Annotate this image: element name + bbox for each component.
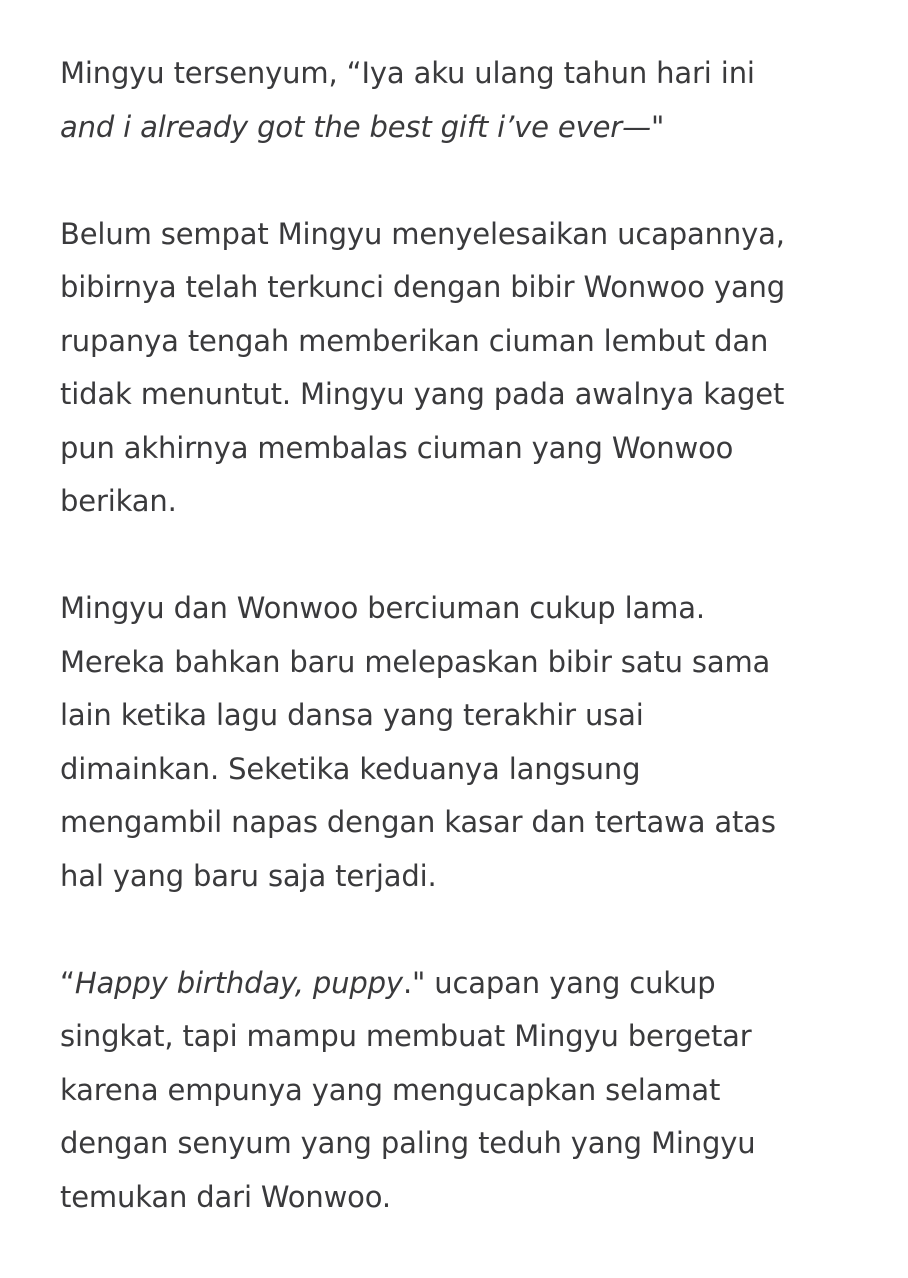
text-line: [60, 368, 900, 422]
text-segment: rupanya tengah memberikan ciuman lembut dan: [60, 323, 769, 358]
text-segment: mengambil napas dengan kasar dan tertawa atas: [60, 805, 776, 839]
text-line: [60, 101, 900, 155]
paragraph: [60, 582, 900, 903]
text-segment: Belum sempat Mingyu menyelesaikan ucapannya,: [60, 216, 785, 251]
paragraph: [60, 957, 900, 1225]
text-segment: pun akhirnya membalas ciuman yang Wonwoo: [60, 430, 734, 465]
text-segment: lain ketika lagu dansa yang terakhir usai: [60, 698, 644, 732]
italic-text: Happy birthday, puppy: [74, 965, 403, 1000]
text-segment: karena empunya yang mengucapkan selamat: [60, 1072, 721, 1107]
text-segment: Mingyu tersenyum, “Iya aku ulang tahun hari ini: [60, 56, 755, 90]
text-segment: temukan dari Wonwoo.: [60, 1179, 391, 1214]
paragraph: [60, 47, 900, 154]
text-segment: berikan.: [60, 484, 177, 518]
text-line: [60, 636, 900, 690]
text-line: [60, 743, 900, 797]
text-line: [60, 47, 900, 101]
story-text: [60, 47, 900, 1278]
text-line: [60, 475, 900, 529]
text-line: [60, 582, 900, 636]
text-line: [60, 689, 900, 743]
text-line: [60, 796, 900, 850]
text-segment: tidak menuntut. Mingyu yang pada awalnya kaget: [60, 377, 785, 411]
text-segment: ." ucapan yang cukup: [402, 965, 716, 1000]
text-line: [60, 1064, 900, 1118]
text-line: [60, 422, 900, 476]
text-segment: singkat, tapi mampu membuat Mingyu bergetar: [60, 1019, 752, 1053]
paragraph: [60, 208, 900, 529]
italic-text: and i already got the best gift i’ve ever—: [60, 109, 651, 144]
text-line: [60, 1010, 900, 1064]
text-segment: “: [60, 965, 75, 1000]
text-line: [60, 315, 900, 369]
text-segment: Mingyu dan Wonwoo berciuman cukup lama.: [60, 591, 705, 625]
text-line: [60, 261, 900, 315]
text-line: [60, 208, 900, 262]
text-line: [60, 1171, 900, 1225]
text-line: [60, 850, 900, 904]
text-segment: hal yang baru saja terjadi.: [60, 858, 437, 893]
text-segment: bibirnya telah terkunci dengan bibir Wonwoo yang: [60, 270, 786, 304]
text-segment: dengan senyum yang paling teduh yang Mingyu: [60, 1126, 756, 1160]
text-segment: Mereka bahkan baru melepaskan bibir satu sama: [60, 644, 771, 679]
text-segment: ": [650, 109, 665, 144]
text-line: [60, 1117, 900, 1171]
text-line: [60, 957, 900, 1011]
text-segment: dimainkan. Seketika keduanya langsung: [60, 751, 641, 786]
